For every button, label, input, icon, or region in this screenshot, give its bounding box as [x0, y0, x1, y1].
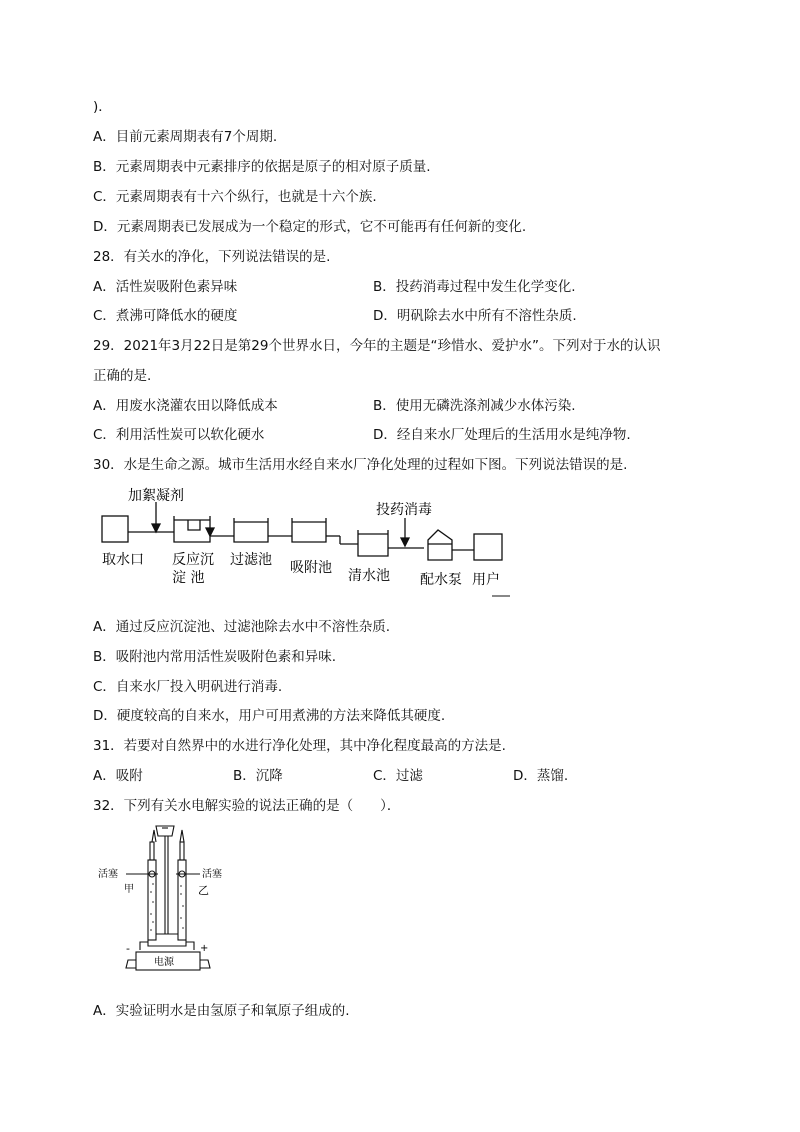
q30-option-c: C．自来水厂投入明矾进行消毒.: [93, 679, 283, 695]
q29-stem-line1: 29．2021年3月22日是第29个世界水日，今年的主题是“珍惜水、爱护水”。下列对于水的认识: [93, 338, 661, 354]
q28-stem: 28．有关水的净化，下列说法错误的是.: [93, 249, 331, 265]
q30-option-b: B．吸附池内常用活性炭吸附色素和异味.: [93, 649, 337, 665]
q27-option-a: A．目前元素周期表有7个周期.: [93, 129, 278, 145]
q31-option-c: C．过滤: [373, 768, 423, 784]
q32-option-a: A．实验证明水是由氢原子和氧原子组成的.: [93, 1003, 350, 1019]
q31-option-d: D．蒸馏.: [513, 768, 569, 784]
label-stopcock-right: 活塞: [202, 869, 222, 880]
q28-option-c: C．煮沸可降低水的硬度: [93, 308, 238, 324]
q32-stem: 32．下列有关水电解实验的说法正确的是（ ）．: [93, 798, 401, 814]
q29-stem-line2: 正确的是.: [93, 368, 152, 384]
diagram-label-add-coagulant: 加絮凝剂: [128, 488, 184, 504]
label-plus: +: [200, 943, 209, 954]
q31-option-a: A．吸附: [93, 768, 143, 784]
diagram-label-adsorption-tank: 吸附池: [290, 560, 332, 576]
label-tube-b: 乙: [198, 884, 209, 897]
q30-option-d: D．硬度较高的自来水，用户可用煮沸的方法来降低其硬度.: [93, 708, 446, 724]
diagram-label-filter-tank: 过滤池: [230, 552, 272, 568]
q27-stem-tail: )．: [93, 99, 112, 115]
label-stopcock-left: 活塞: [98, 869, 118, 880]
q29-option-d: D．经自来水厂处理后的生活用水是纯净物.: [373, 427, 631, 443]
diagram-label-intake: 取水口: [102, 552, 144, 568]
label-tube-a: 甲: [124, 884, 134, 895]
diagram-label-reaction-tank-2: 淀 池: [172, 570, 205, 586]
q27-option-c: C．元素周期表有十六个纵行，也就是十六个族.: [93, 189, 377, 205]
q31-option-b: B．沉降: [233, 768, 283, 784]
q29-option-b: B．使用无磷洗涤剂减少水体污染.: [373, 398, 576, 414]
label-minus: -: [126, 942, 130, 955]
diagram-label-clear-tank: 清水池: [348, 568, 390, 584]
q27-option-d: D．元素周期表已发展成为一个稳定的形式，它不可能再有任何新的变化.: [93, 219, 527, 235]
diagram-label-user: 用户: [472, 572, 500, 588]
q30-option-a: A．通过反应沉淀池、过滤池除去水中不溶性杂质.: [93, 619, 391, 635]
q29-option-a: A．用废水浇灌农田以降低成本: [93, 398, 278, 414]
q27-option-b: B．元素周期表中元素排序的依据是原子的相对原子质量.: [93, 159, 431, 175]
q28-option-b: B．投药消毒过程中发生化学变化.: [373, 279, 576, 295]
diagram-label-disinfect: 投药消毒: [376, 502, 432, 518]
q29-option-c: C．利用活性炭可以软化硬水: [93, 427, 265, 443]
q28-option-d: D．明矾除去水中所有不溶性杂质.: [373, 308, 577, 324]
q28-option-a: A．活性炭吸附色素异味: [93, 279, 238, 295]
water-treatment-diagram: [92, 484, 522, 604]
diagram-label-pump: 配水泵: [420, 572, 462, 588]
q31-stem: 31．若要对自然界中的水进行净化处理，其中净化程度最高的方法是.: [93, 738, 506, 754]
label-power: 电源: [154, 957, 174, 968]
electrolysis-apparatus-diagram: [96, 822, 246, 982]
diagram-label-reaction-tank-1: 反应沉: [172, 552, 214, 568]
q30-stem: 30．水是生命之源。城市生活用水经自来水厂净化处理的过程如下图。下列说法错误的是.: [93, 457, 628, 473]
